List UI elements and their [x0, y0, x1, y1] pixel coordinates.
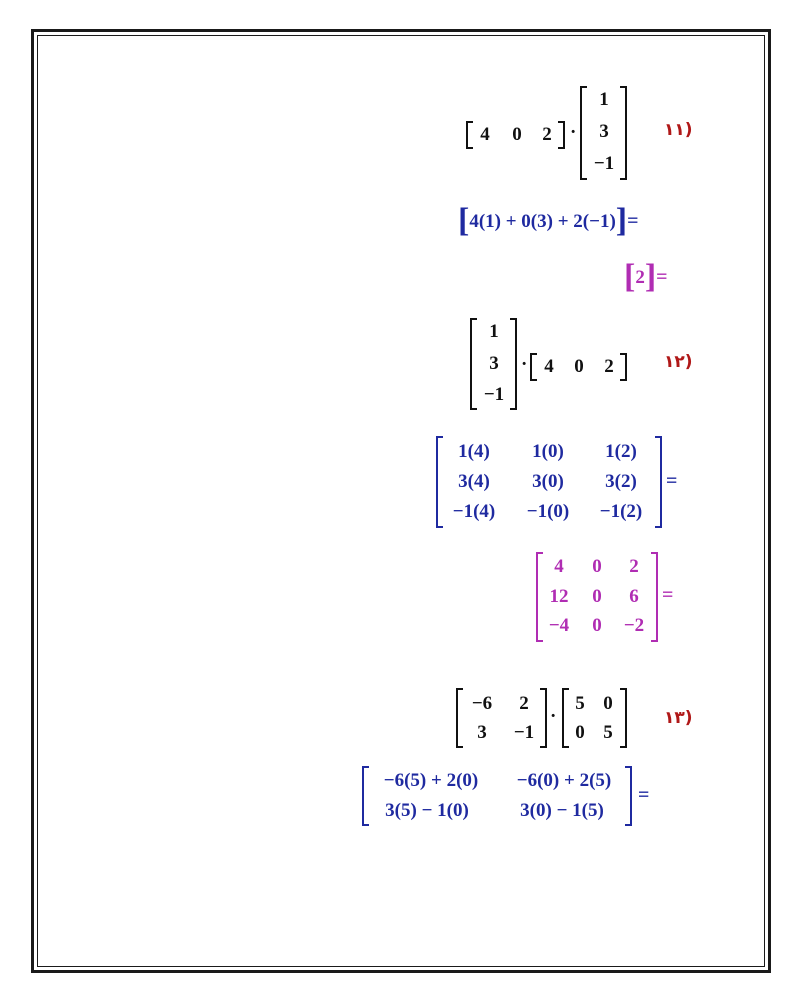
matrix-entry: 4	[544, 356, 554, 377]
matrix-entry: 0	[575, 722, 585, 743]
matrix-entry: −4	[548, 615, 570, 636]
matrix-entry: −1(2)	[599, 501, 643, 522]
equals-sign: =	[662, 584, 674, 606]
matrix-entry: −6	[471, 693, 493, 714]
multiplication-dot: ·	[521, 354, 528, 375]
matrix-entry: 1	[599, 89, 609, 110]
matrix-entry: −1(4)	[452, 501, 496, 522]
matrix-entry: −1(0)	[526, 501, 570, 522]
matrix-entry: 3(0) − 1(5)	[520, 800, 604, 821]
matrix-entry: −1	[513, 722, 535, 743]
equals-sign: =	[666, 470, 678, 492]
matrix-entry: 0	[574, 356, 584, 377]
expansion-row	[458, 202, 639, 239]
matrix-entry: −2	[623, 615, 645, 636]
expansion-matrix	[436, 436, 664, 528]
matrix-entry: −6(5) + 2(0)	[383, 770, 479, 791]
matrix-entry: 3(0)	[532, 471, 564, 492]
close-bracket: ]	[644, 258, 657, 295]
result-matrix	[536, 552, 660, 642]
column-vector	[580, 86, 628, 180]
matrix-entry: −6(0) + 2(5)	[516, 770, 612, 791]
matrix-entry: −1	[483, 384, 505, 405]
result-value: 2	[635, 267, 645, 288]
column-vector	[470, 318, 518, 410]
matrix-a	[456, 688, 548, 748]
right-bracket	[651, 552, 658, 642]
open-bracket: [	[624, 258, 636, 295]
row-vector	[466, 120, 572, 150]
matrix-entry: 2	[629, 556, 639, 577]
expansion-matrix	[362, 766, 634, 826]
matrix-entry: 3	[489, 353, 499, 374]
matrix-entry: 0	[592, 586, 602, 607]
left-bracket	[362, 766, 369, 826]
equals-sign: =	[638, 784, 650, 806]
right-bracket	[620, 353, 627, 381]
result-row	[624, 258, 668, 295]
matrix-entry: 0	[512, 124, 522, 145]
matrix-entry: 1(0)	[532, 441, 564, 462]
matrix-entry: 2	[519, 693, 529, 714]
right-bracket	[620, 688, 627, 748]
matrix-entry: 2	[542, 124, 552, 145]
right-bracket	[620, 86, 627, 180]
row-vector	[530, 352, 634, 382]
equals-sign: =	[627, 210, 639, 232]
matrix-entry: 6	[629, 586, 639, 607]
matrix-entry: 1	[489, 321, 499, 342]
matrix-entry: 5	[575, 693, 585, 714]
matrix-entry: 3(4)	[458, 471, 490, 492]
matrix-b	[562, 688, 628, 748]
right-bracket	[558, 121, 565, 149]
problem-label-11: (١١	[664, 120, 693, 140]
right-bracket	[540, 688, 547, 748]
matrix-entry: 3(2)	[605, 471, 637, 492]
right-bracket	[510, 318, 517, 410]
matrix-entry: 3	[477, 722, 487, 743]
matrix-entry: 3(5) − 1(0)	[385, 800, 469, 821]
matrix-entry: 1(2)	[605, 441, 637, 462]
matrix-entry: 0	[592, 615, 602, 636]
multiplication-dot: ·	[550, 706, 557, 727]
expansion-expression: 4(1) + 0(3) + 2(−1)	[469, 211, 616, 232]
matrix-entry: −1	[593, 153, 615, 174]
problem-label-12: (١٢	[664, 352, 693, 372]
left-bracket	[466, 121, 473, 149]
right-bracket	[655, 436, 662, 528]
open-bracket: [	[458, 202, 470, 239]
matrix-entry: 12	[549, 586, 569, 607]
matrix-entry: 0	[592, 556, 602, 577]
close-bracket: ]	[615, 202, 628, 239]
matrix-entry: 5	[603, 722, 613, 743]
equals-sign: =	[656, 266, 668, 288]
matrix-entry: 4	[554, 556, 564, 577]
left-bracket	[530, 353, 537, 381]
matrix-entry: 2	[604, 356, 614, 377]
matrix-entry: 3	[599, 121, 609, 142]
matrix-entry: 0	[603, 693, 613, 714]
problem-label-13: (١٣	[664, 708, 693, 728]
matrix-entry: 1(4)	[458, 441, 490, 462]
right-bracket	[625, 766, 632, 826]
matrix-entry: 4	[480, 124, 490, 145]
multiplication-dot: ·	[570, 122, 577, 143]
